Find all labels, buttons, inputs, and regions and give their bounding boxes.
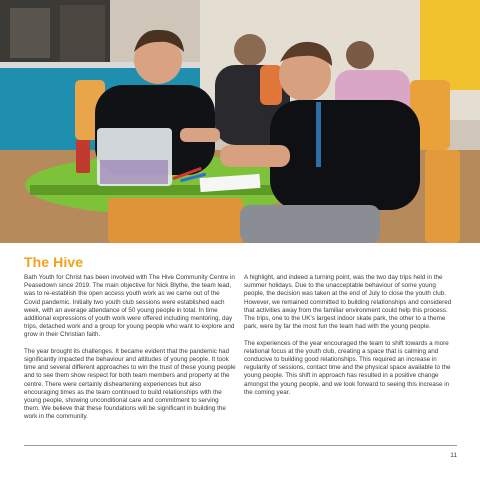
paragraph: The year brought its challenges. It became evident that the pandemic had significantly impacted the behaviour and attitudes of young people. It took time and several different approaches to win the trust of these young people and to see them show respect for both team members and property at the centre. There were certainly disheartening experiences but also encouraging times as the team continued to build relationships with the young people, showing unconditional care and commitment to serving them. We believe that these foundations will be significant in building the work in the community.: [24, 347, 236, 421]
right-column: [244, 274, 458, 405]
left-column: [24, 274, 236, 430]
footer-divider: [24, 445, 457, 446]
paragraph: A highlight, and indeed a turning point, was the two day trips held in the summer holidays. Due to the unacceptable behaviour of some young people, the decision was taken at the end of July to close the youth club. However, we remained committed to building relationships and considered that activities away from the familiar environment could help this process. The trips, one to the UK's largest indoor skate park, the other to a theme park, were by far the most fun the team had with the young people.: [244, 274, 452, 331]
page-number: 11: [450, 452, 457, 459]
article-title: The Hive: [24, 254, 84, 270]
paragraph: Bath Youth for Christ has been involved with The Hive Community Centre in Peasedown since 2019. The main objective for Nick Blythe, the team lead, was to re-establish the open access youth work as we came out of the Covid pandemic. Initially two youth club sessions were established each week, with an average attendance of 50 young people in total. In time additional expressions of youth work were offered including mentoring, day trips, detached work and a group for young people who want to explore and grow in their Christian faith.: [24, 274, 235, 339]
paragraph: The experiences of the year encouraged the team to shift towards a more relational focus at the youth club, creating a space that is calming and conducive to building good relationships. This required an increase in regularity of sessions, contact time and the physical space available to the young people. This shift in approach has resulted in a positive change amongst the young people, and we look forward to seeing this increase in the coming year.: [244, 339, 451, 396]
